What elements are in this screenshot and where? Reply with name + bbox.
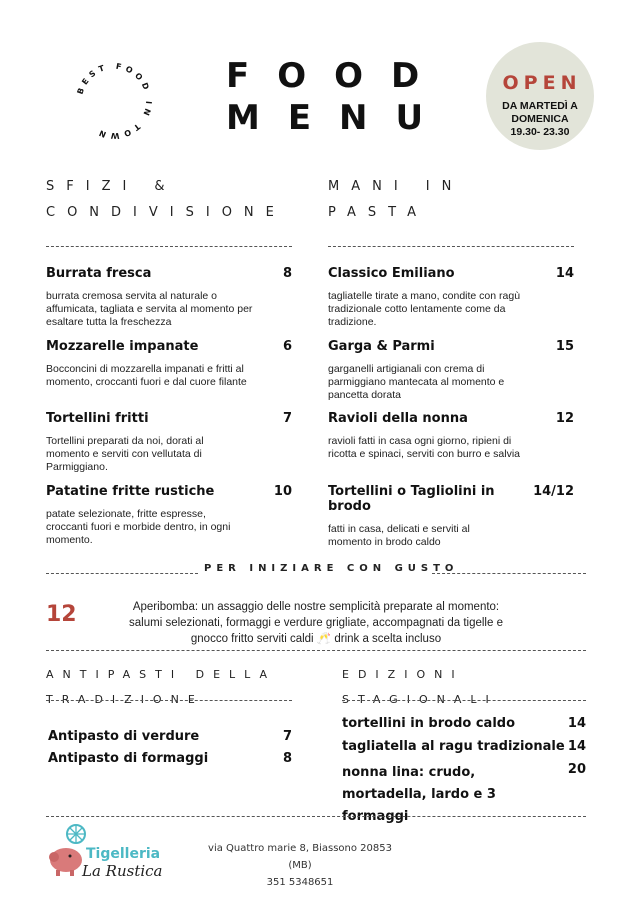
divider	[46, 816, 586, 817]
divider	[46, 700, 292, 701]
item-price: 10	[273, 484, 292, 499]
menu-item	[342, 716, 586, 731]
cheers-icon: 🥂	[316, 633, 332, 645]
section-title-line: STAGIONALI	[342, 693, 498, 706]
phone: 351 5348651	[266, 877, 334, 888]
item-name: Tortellini o Tagliolini in brodo	[328, 484, 495, 514]
item-price: 8	[282, 266, 292, 281]
item-name: Garga & Parmi	[328, 339, 435, 354]
menu-item	[48, 729, 292, 744]
aperibomba-text: Aperibomba: un assaggio delle nostre semplicità preparate al momento: salumi selezionati, formaggi e verdure grigliate, accompagnati da tigelle e gnocco fritto serviti caldi	[129, 601, 503, 645]
item-name: tagliatella al ragu tradizionale	[342, 739, 565, 754]
footer-contact	[200, 840, 400, 891]
divider	[432, 573, 586, 574]
item-price: 14	[567, 739, 586, 754]
item-price: 8	[282, 751, 292, 766]
section-title-antipasti	[46, 662, 306, 712]
item-desc: tagliatelle tirate a mano, condite con ragù tradizionale cotto lentamente come da tradizione.	[328, 290, 521, 328]
item-desc: burrata cremosa servita al naturale o affumicata, tagliata e servita al momento per esaltare tutta la freschezza	[46, 290, 253, 328]
menu-item	[328, 266, 574, 329]
divider	[46, 650, 586, 651]
item-name: Classico Emiliano	[328, 266, 455, 281]
item-price: 12	[555, 411, 574, 426]
menu-item	[328, 411, 574, 461]
aperibomba-drink-text: drink a scelta incluso	[334, 633, 442, 645]
aperibomba-price: 12	[46, 602, 77, 627]
item-price: 15	[555, 339, 574, 354]
item-name: Tortellini fritti	[46, 411, 149, 426]
item-desc: Bocconcini di mozzarella impanati e fritti al momento, croccanti fuori e dal cuore filante	[46, 363, 247, 388]
section-title-line: SFIZI &	[46, 179, 177, 194]
item-name: nonna lina: crudo, mortadella, lardo e 3 formaggi	[342, 765, 496, 824]
section-title-line: ANTIPASTI DELLA	[46, 668, 277, 681]
svg-text:BEST FOOD IN TOWN	[76, 62, 154, 140]
item-name: Antipasto di verdure	[48, 729, 200, 744]
item-name: tortellini in brodo caldo	[342, 716, 516, 731]
section-title-pasta	[328, 174, 588, 226]
item-name: Burrata fresca	[46, 266, 152, 281]
section-title-sfizi	[46, 174, 306, 226]
open-hours: 19.30- 23.30	[510, 126, 570, 138]
item-name: Mozzarelle impanate	[46, 339, 199, 354]
menu-item	[46, 339, 292, 389]
item-price: 14	[567, 716, 586, 731]
item-price: 14	[555, 266, 574, 281]
item-desc: Tortellini preparati da noi, dorati al momento e serviti con vellutata di Parmiggiano.	[46, 435, 204, 473]
item-price: 7	[282, 729, 292, 744]
menu-item	[342, 739, 586, 754]
menu-item	[328, 484, 574, 549]
divider	[46, 573, 198, 574]
section-title-iniziare: PER INIZIARE CON GUSTO	[204, 563, 459, 574]
menu-item	[328, 339, 574, 402]
title-menu: MENU	[226, 98, 452, 138]
menu-item	[46, 411, 292, 474]
item-desc: ravioli fatti in casa ogni giorno, ripieni di ricotta e spinaci, serviti con burro e salvia	[328, 435, 520, 460]
item-price: 14/12	[533, 484, 574, 499]
item-name: Antipasto di formaggi	[48, 751, 209, 766]
best-food-in-town-badge	[68, 55, 160, 147]
open-label: OPEN	[502, 72, 582, 94]
divider	[328, 246, 574, 247]
item-desc: fatti in casa, delicati e serviti al momento in brodo caldo	[328, 523, 470, 548]
section-title-stagionali	[342, 662, 582, 712]
section-title-line: MANI IN	[328, 179, 464, 194]
item-name: Patatine fritte rustiche	[46, 484, 215, 499]
menu-item	[48, 751, 292, 766]
section-title-line: EDIZIONI	[342, 668, 464, 681]
open-days: DA MARTEDÌ A DOMENICA	[502, 100, 578, 125]
menu-item	[342, 762, 586, 828]
item-price: 7	[282, 411, 292, 426]
menu-item	[46, 266, 292, 329]
divider	[342, 700, 586, 701]
badge-text: BEST FOOD IN TOWN	[75, 61, 154, 141]
menu-item	[46, 484, 292, 547]
opening-hours-badge	[486, 42, 594, 150]
divider	[46, 246, 292, 247]
logo-subname: La Rustica	[82, 862, 163, 880]
item-name: Ravioli della nonna	[328, 411, 468, 426]
logo-name: Tigelleria	[86, 846, 161, 862]
item-desc: garganelli artigianali con crema di parmiggiano mantecata al momento e pancetta dorata	[328, 363, 505, 401]
item-price: 6	[282, 339, 292, 354]
address: via Quattro marie 8, Biassono 20853 (MB)	[208, 843, 392, 871]
item-price: 20	[567, 762, 586, 777]
aperibomba-desc	[116, 599, 516, 647]
title-food: FOOD	[226, 56, 448, 96]
section-title-line: PASTA	[328, 205, 428, 220]
item-desc: patate selezionate, fritte espresse, croccanti fuori e morbide dentro, in ogni momento.	[46, 508, 231, 546]
section-title-line: TRADIZIONE	[46, 693, 204, 706]
section-title-line: CONDIVISIONE	[46, 205, 286, 220]
